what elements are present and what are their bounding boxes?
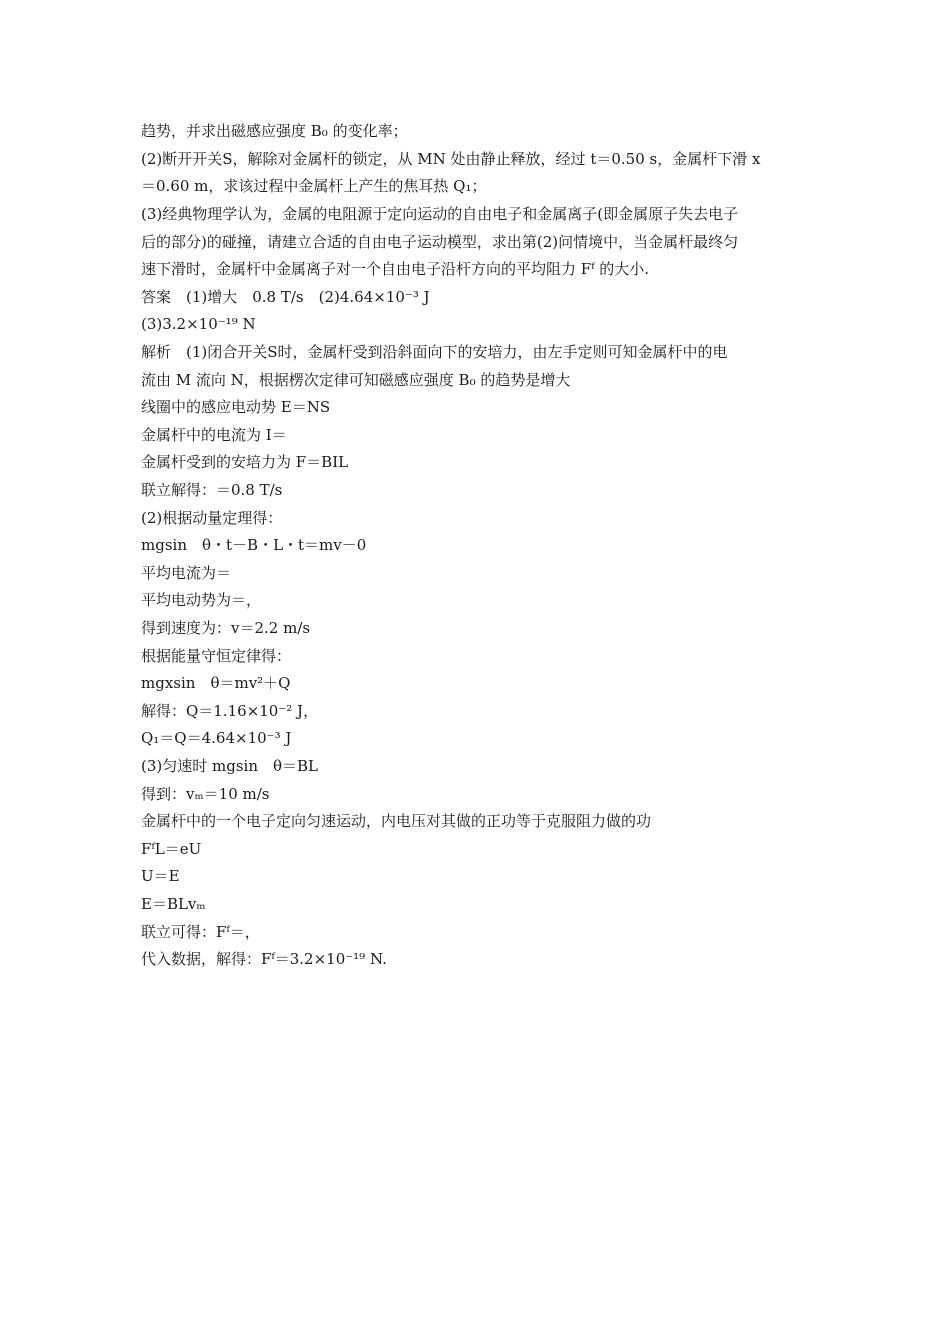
analysis-line-18: 金属杆中的一个电子定向匀速运动，内电压对其做的正功等于克服阻力做的功: [141, 812, 652, 830]
analysis-line-19: FᶠL＝eU: [141, 840, 202, 858]
answer-line-1: 答案 (1)增大 0.8 T/s (2)4.64×10⁻³ J: [141, 288, 430, 306]
analysis-line-22: 联立可得：Fᶠ＝，: [141, 923, 260, 941]
text-line-3: ＝0.60 m，求该过程中金属杆上产生的焦耳热 Q₁；: [141, 177, 487, 195]
analysis-line-15: Q₁＝Q＝4.64×10⁻³ J: [141, 729, 292, 747]
analysis-line-6: 联立解得：＝0.8 T/s: [141, 481, 283, 499]
analysis-line-21: E＝BLvₘ: [141, 895, 206, 913]
analysis-line-23: 代入数据，解得：Fᶠ＝3.2×10⁻¹⁹ N.: [141, 950, 387, 968]
analysis-line-10: 平均电动势为＝，: [141, 591, 262, 609]
analysis-line-14: 解得：Q＝1.16×10⁻² J，: [141, 702, 319, 720]
text-line-1: 趋势，并求出磁感应强度 B₀ 的变化率；: [141, 122, 408, 140]
analysis-line-2: 流由 M 流向 N，根据楞次定律可知磁感应强度 B₀ 的趋势是增大: [141, 371, 571, 389]
analysis-line-1: 解析 (1)闭合开关S时，金属杆受到沿斜面向下的安培力，由左手定则可知金属杆中的电: [141, 343, 728, 361]
analysis-line-4: 金属杆中的电流为 I＝: [141, 426, 287, 444]
text-line-2: (2)断开开关S，解除对金属杆的锁定，从 MN 处由静止释放，经过 t＝0.50 s，金属杆下滑 x: [141, 150, 761, 168]
text-line-5: 后的部分)的碰撞，请建立合适的自由电子运动模型，求出第(2)问情境中，当金属杆最终匀: [141, 233, 739, 251]
analysis-line-9: 平均电流为＝: [141, 564, 232, 582]
analysis-line-13: mgxsin θ＝mv²＋Q: [141, 674, 291, 692]
analysis-line-7: (2)根据动量定理得：: [141, 509, 283, 527]
answer-line-2: (3)3.2×10⁻¹⁹ N: [141, 315, 256, 333]
analysis-line-11: 得到速度为：v＝2.2 m/s: [141, 619, 311, 637]
analysis-line-12: 根据能量守恒定律得：: [141, 647, 292, 665]
analysis-line-20: U＝E: [141, 867, 180, 885]
analysis-line-17: 得到：vₘ＝10 m/s: [141, 785, 270, 803]
text-line-4: (3)经典物理学认为，金属的电阻源于定向运动的自由电子和金属离子(即金属原子失去电子: [141, 205, 739, 223]
text-line-6: 速下滑时，金属杆中金属离子对一个自由电子沿杆方向的平均阻力 Fᶠ 的大小.: [141, 260, 650, 278]
analysis-line-3: 线圈中的感应电动势 E＝NS: [141, 398, 331, 416]
analysis-line-5: 金属杆受到的安培力为 F＝BIL: [141, 453, 349, 471]
analysis-line-8: mgsin θ・t－B・L・t＝mv－0: [141, 536, 367, 554]
analysis-line-16: (3)匀速时 mgsin θ＝BL: [141, 757, 319, 775]
